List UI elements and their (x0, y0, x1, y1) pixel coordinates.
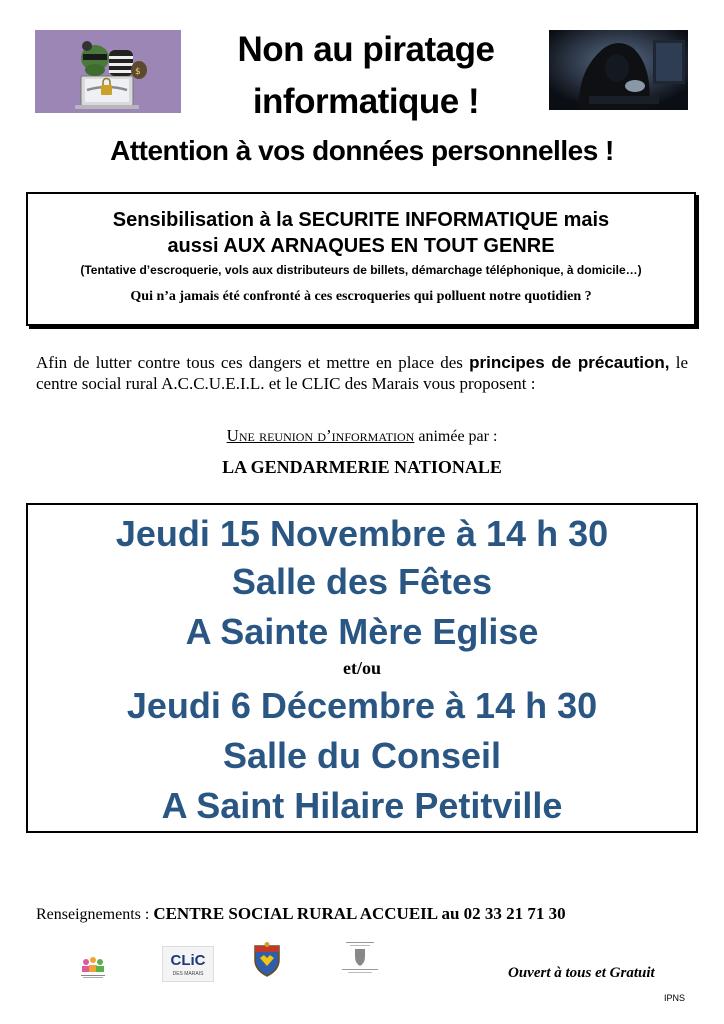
sessions-separator: et/ou (343, 658, 381, 678)
mairie-logo (336, 940, 384, 976)
awareness-heading-line-1: Sensibilisation à la SECURITE INFORMATIQUE mais (112, 209, 610, 231)
centre-social-logo (78, 940, 108, 980)
page-title-line-1: Non au piratage (237, 30, 495, 69)
session-1-town: A Sainte Mère Eglise (185, 611, 539, 652)
intro-text-part-2: le centre social rural A.C.C.U.E.I.L. et le CLIC des Marais vous proposent : (36, 353, 688, 393)
session-1-venue: Salle des Fêtes (231, 561, 493, 602)
town-crest-logo (250, 942, 284, 978)
clic-logo-subtext: DES MARAIS (172, 971, 204, 977)
awareness-question: Qui n’a jamais été confronté à ces escroqueries qui polluent notre quotidien ? (130, 289, 592, 304)
meeting-host: LA GENDARMERIE NATIONALE (222, 457, 502, 477)
intro-bold-text: principes de précaution, (469, 353, 670, 372)
meeting-label-suffix: animée par : (414, 428, 498, 445)
contact-value: CENTRE SOCIAL RURAL ACCUEIL au 02 33 21 71 30 (153, 904, 566, 923)
meeting-announcement (0, 426, 724, 447)
page-subtitle: Attention à vos données personnelles ! (110, 135, 614, 166)
ipns-mention: IPNS (664, 993, 686, 1003)
session-2-venue: Salle du Conseil (222, 735, 502, 776)
intro-paragraph (36, 352, 688, 394)
awareness-heading-line-2: aussi AUX ARNAQUES EN TOUT GENRE (167, 235, 555, 257)
awareness-examples: (Tentative d’escroquerie, vols aux distributeurs de billets, démarchage téléphonique, à domicile…) (80, 263, 642, 277)
session-2-town: A Saint Hilaire Petitville (161, 785, 563, 826)
clic-des-marais-logo (162, 946, 214, 982)
contact-label: Renseignements : (36, 906, 154, 923)
page-title-line-2: informatique ! (252, 82, 480, 121)
hacker-cartoon-image (35, 30, 181, 113)
hooded-hacker-photo (549, 30, 688, 110)
open-to-all-note: Ouvert à tous et Gratuit (508, 965, 655, 981)
intro-text-part-1: Afin de lutter contre tous ces dangers et mettre en place des (36, 353, 470, 372)
svg-text:$: $ (135, 67, 141, 77)
meeting-label: Une reunion d’information (226, 426, 415, 445)
session-1-date: Jeudi 15 Novembre à 14 h 30 (115, 513, 609, 554)
clic-logo-text: CLiC (170, 952, 206, 969)
sessions-box (26, 503, 698, 833)
session-2-date: Jeudi 6 Décembre à 14 h 30 (126, 685, 598, 726)
contact-info (36, 904, 566, 925)
awareness-box (26, 192, 696, 326)
